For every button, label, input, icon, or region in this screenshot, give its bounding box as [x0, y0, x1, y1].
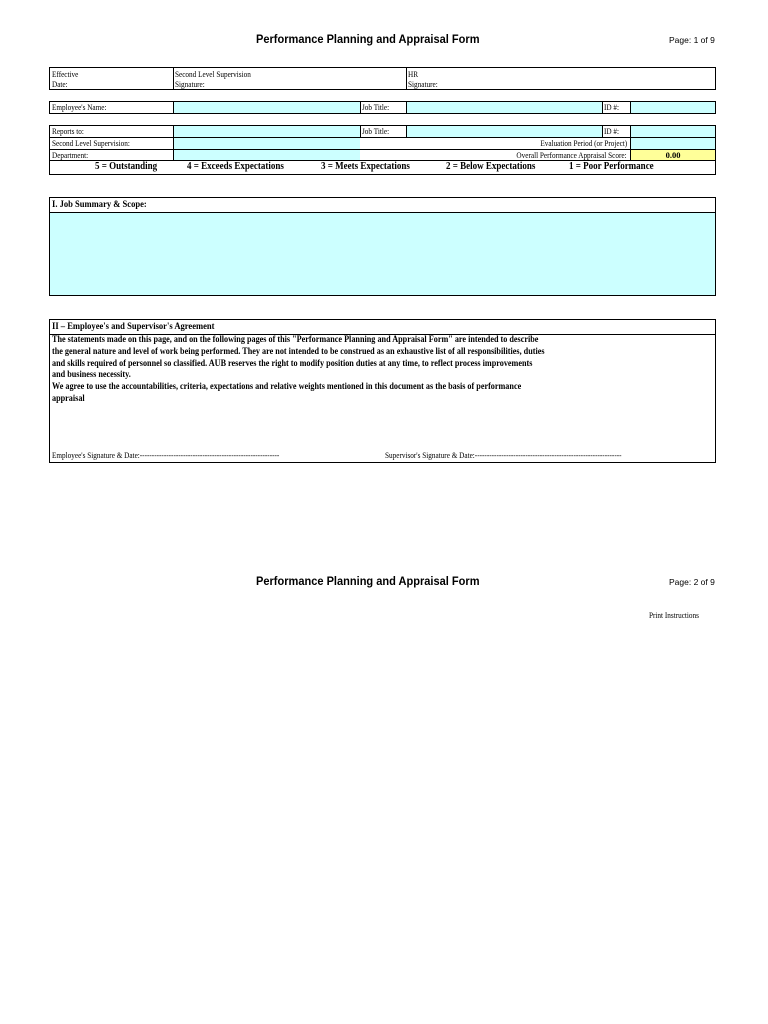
reports-to-field[interactable] [173, 126, 360, 160]
employee-name-label: Employee's Name: [52, 102, 107, 112]
page2-title: Performance Planning and Appraisal Form [256, 574, 480, 588]
employee-id-field[interactable] [631, 102, 715, 113]
reports-to-label: Reports to: [52, 126, 84, 136]
id-label: ID #: [604, 102, 620, 112]
second-level-signature-label: Signature: [175, 79, 205, 89]
overall-score-value: 0.00 [665, 150, 681, 160]
effective-label: Effective [52, 69, 79, 79]
employee-row [49, 101, 716, 114]
supervisor-job-title-field[interactable] [407, 126, 602, 137]
job-summary-input[interactable] [50, 213, 715, 295]
rating-3: 3 = Meets Expectations [321, 161, 410, 172]
agreement-line: We agree to use the accountabilities, criteria, expectations and relative weights mentioned in this document as the basis of performance [52, 382, 522, 393]
agreement-text [52, 335, 545, 406]
agreement-line: The statements made on this page, and on the following pages of this "Performance Planning and Appraisal Form" are intended to describe [52, 335, 539, 345]
approval-signature-row [49, 67, 716, 90]
date-label: Date: [52, 79, 68, 89]
print-instructions-link[interactable]: Print Instructions [649, 610, 699, 620]
agreement-line: and skills required of personnel so classified. AUB reserves the right to modify position duties at any time, to reflect process improvements [52, 358, 533, 369]
employee-job-title-field[interactable] [407, 102, 602, 113]
supervisor-signature-line: Supervisor's Signature & Date:------------------------------------------------------------- [385, 450, 622, 460]
page2-number: Page: 2 of 9 [669, 577, 715, 587]
hr-label: HR [408, 69, 419, 79]
reports-job-title-label: Job Title: [362, 126, 390, 136]
page-title: Performance Planning and Appraisal Form [256, 32, 480, 46]
rating-2: 2 = Below Expectations [446, 161, 536, 172]
job-summary-title: I. Job Summary & Scope: [52, 200, 147, 210]
second-level-label: Second Level Supervision [175, 69, 251, 79]
agreement-line: appraisal [52, 393, 85, 404]
evaluation-period-label: Evaluation Period (or Project) [540, 138, 627, 148]
employee-name-field[interactable] [173, 102, 360, 113]
rating-scale-row [49, 160, 716, 175]
reports-id-label: ID #: [604, 126, 620, 136]
rating-4: 4 = Exceeds Expectations [187, 161, 284, 172]
agreement-title: II – Employee's and Supervisor's Agreement [52, 322, 215, 332]
rating-1: 1 = Poor Performance [569, 161, 654, 172]
job-summary-section [49, 197, 716, 296]
agreement-section [49, 319, 716, 463]
hr-signature-label: Signature: [408, 79, 438, 89]
second-level-supervision-label: Second Level Supervision: [52, 138, 130, 148]
department-label: Department: [52, 150, 89, 160]
agreement-line: and business necessity. [52, 370, 131, 381]
reports-block [49, 125, 716, 161]
agreement-line: the general nature and level of work being performed. They are not intended to be construed as an exhaustive list of all responsibilities, duties [52, 346, 545, 357]
rating-5: 5 = Outstanding [95, 161, 158, 172]
overall-score-label: Overall Performance Appraisal Score: [516, 150, 627, 160]
job-title-label: Job Title: [362, 102, 390, 112]
employee-signature-line: Employee's Signature & Date:---------------------------------------------------------- [52, 450, 280, 460]
page-number: Page: 1 of 9 [669, 35, 715, 45]
